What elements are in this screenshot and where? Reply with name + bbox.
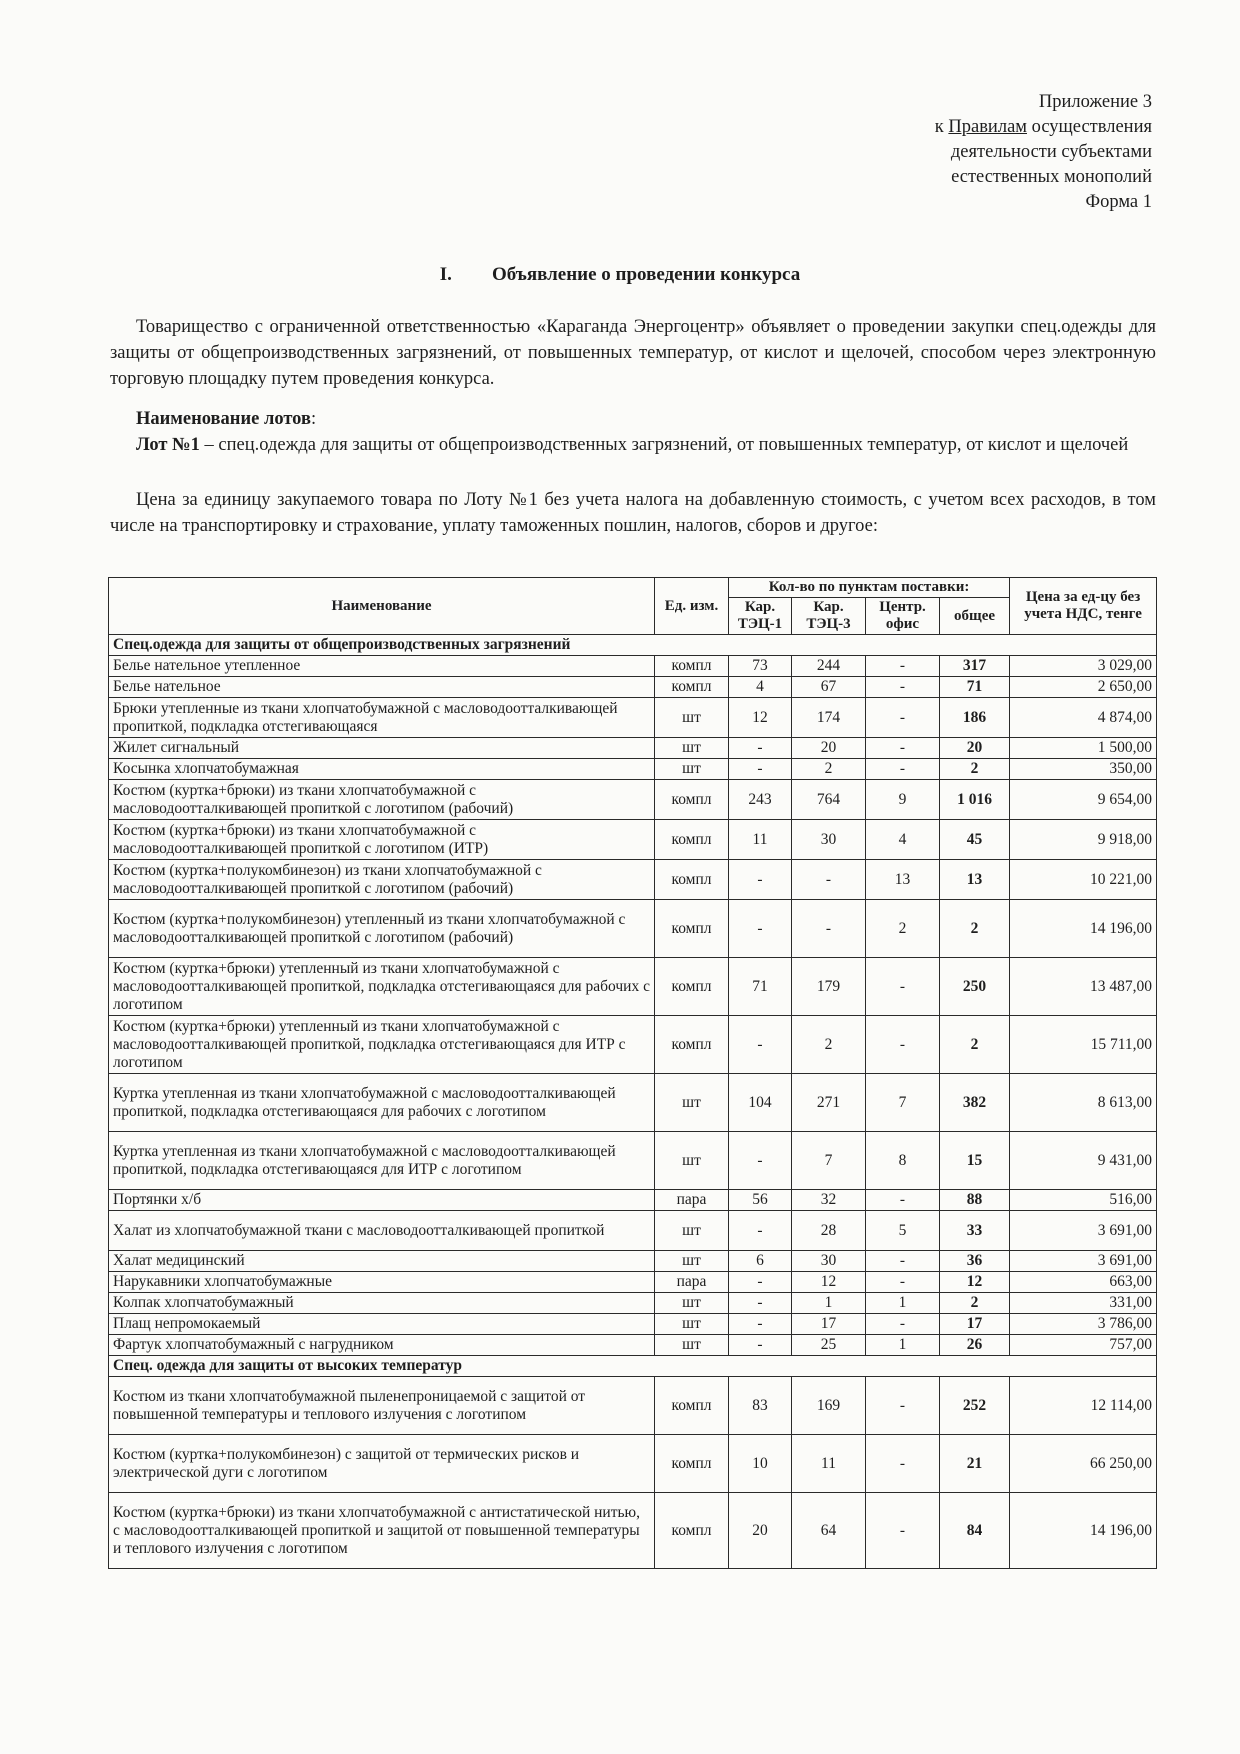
cell-total: 33	[940, 1211, 1010, 1251]
cell-price: 14 196,00	[1010, 1493, 1157, 1569]
table-row	[109, 1211, 1157, 1251]
cell-tec1: 10	[729, 1435, 792, 1493]
cell-name: Куртка утепленная из ткани хлопчатобумажной с масловодоотталкивающей пропиткой, подкладка отстегивающаяся для ИТР с логотипом	[109, 1132, 655, 1190]
cell-name: Костюм (куртка+брюки) из ткани хлопчатобумажной с масловодоотталкивающей пропиткой с логотипом (рабочий)	[109, 780, 655, 820]
cell-name: Костюм (куртка+полукомбинезон) из ткани хлопчатобумажной с масловодоотталкивающей пропиткой с логотипом (рабочий)	[109, 860, 655, 900]
cell-total: 2	[940, 1293, 1010, 1314]
cell-unit: шт	[655, 1211, 729, 1251]
cell-tec1: -	[729, 759, 792, 780]
cell-tec1: -	[729, 1335, 792, 1356]
cell-total: 17	[940, 1314, 1010, 1335]
cell-total: 26	[940, 1335, 1010, 1356]
header-total: общее	[940, 598, 1010, 635]
cell-tec3: 244	[792, 656, 866, 677]
cell-price: 331,00	[1010, 1293, 1157, 1314]
cell-name: Халат медицинский	[109, 1251, 655, 1272]
cell-price: 4 874,00	[1010, 698, 1157, 738]
cell-tec1: -	[729, 1272, 792, 1293]
appendix-line-4: естественных монополий	[951, 167, 1152, 187]
cell-name: Жилет сигнальный	[109, 738, 655, 759]
items-table-body	[109, 635, 1157, 1569]
cell-tec3: 2	[792, 759, 866, 780]
appendix-line-1: Приложение 3	[1038, 92, 1152, 112]
cell-name: Нарукавники хлопчатобумажные	[109, 1272, 655, 1293]
cell-name: Костюм (куртка+брюки) из ткани хлопчатобумажной с антистатической нитью, с масловодоотталкивающей пропиткой и защитой от повышенной температуры и теплового излучения с логотипом	[109, 1493, 655, 1569]
appendix-line-3: деятельности субъектами	[950, 142, 1152, 162]
cell-tec3: 174	[792, 698, 866, 738]
cell-unit: компл	[655, 820, 729, 860]
cell-name: Плащ непромокаемый	[109, 1314, 655, 1335]
lots-label-line	[110, 406, 1156, 432]
cell-tec3: 30	[792, 820, 866, 860]
cell-unit: шт	[655, 1335, 729, 1356]
lot1-text: – спец.одежда для защиты от общепроизводственных загрязнений, от повышенных температур, от кислот и щелочей	[199, 435, 1129, 455]
cell-tec3: 67	[792, 677, 866, 698]
cell-name: Костюм (куртка+полукомбинезон) утепленный из ткани хлопчатобумажной с масловодоотталкивающей пропиткой с логотипом (рабочий)	[109, 900, 655, 958]
cell-total: 12	[940, 1272, 1010, 1293]
cell-tec1: -	[729, 1211, 792, 1251]
cell-tec1: -	[729, 1293, 792, 1314]
cell-office: -	[866, 698, 940, 738]
cell-price: 3 029,00	[1010, 656, 1157, 677]
cell-price: 3 691,00	[1010, 1251, 1157, 1272]
cell-office: 9	[866, 780, 940, 820]
appendix-line-2-prefix: к	[934, 117, 949, 137]
table-row	[109, 1016, 1157, 1074]
cell-name: Портянки х/б	[109, 1190, 655, 1211]
cell-price: 13 487,00	[1010, 958, 1157, 1016]
cell-office: -	[866, 1377, 940, 1435]
cell-office: -	[866, 738, 940, 759]
cell-total: 2	[940, 1016, 1010, 1074]
cell-total: 20	[940, 738, 1010, 759]
cell-price: 663,00	[1010, 1272, 1157, 1293]
table-row	[109, 1377, 1157, 1435]
cell-office: -	[866, 1190, 940, 1211]
table-row	[109, 759, 1157, 780]
table-row	[109, 698, 1157, 738]
cell-tec1: 12	[729, 698, 792, 738]
cell-tec3: 64	[792, 1493, 866, 1569]
cell-office: -	[866, 1016, 940, 1074]
cell-tec3: -	[792, 860, 866, 900]
cell-total: 186	[940, 698, 1010, 738]
table-row	[109, 1272, 1157, 1293]
cell-tec3: -	[792, 900, 866, 958]
cell-unit: компл	[655, 780, 729, 820]
lots-colon: :	[310, 409, 317, 429]
cell-price: 350,00	[1010, 759, 1157, 780]
table-row	[109, 958, 1157, 1016]
cell-office: 5	[866, 1211, 940, 1251]
cell-unit: шт	[655, 1251, 729, 1272]
cell-total: 45	[940, 820, 1010, 860]
cell-unit: шт	[655, 698, 729, 738]
cell-price: 9 654,00	[1010, 780, 1157, 820]
table-row	[109, 1190, 1157, 1211]
cell-tec1: 83	[729, 1377, 792, 1435]
cell-unit: компл	[655, 958, 729, 1016]
cell-total: 1 016	[940, 780, 1010, 820]
cell-tec1: -	[729, 738, 792, 759]
cell-office: 4	[866, 820, 940, 860]
table-row	[109, 1435, 1157, 1493]
cell-price: 9 431,00	[1010, 1132, 1157, 1190]
cell-office: -	[866, 958, 940, 1016]
table-row	[109, 1132, 1157, 1190]
cell-office: -	[866, 1272, 940, 1293]
cell-name: Белье нательное утепленное	[109, 656, 655, 677]
cell-unit: шт	[655, 1314, 729, 1335]
cell-unit: компл	[655, 1493, 729, 1569]
section-title-cell: Спец. одежда для защиты от высоких температур	[109, 1356, 1157, 1377]
cell-name: Фартук хлопчатобумажный с нагрудником	[109, 1335, 655, 1356]
section-row	[109, 635, 1157, 656]
cell-tec1: -	[729, 1016, 792, 1074]
table-row	[109, 900, 1157, 958]
cell-tec3: 271	[792, 1074, 866, 1132]
cell-unit: шт	[655, 759, 729, 780]
cell-unit: компл	[655, 860, 729, 900]
cell-tec1: 4	[729, 677, 792, 698]
cell-total: 382	[940, 1074, 1010, 1132]
cell-office: -	[866, 656, 940, 677]
table-row	[109, 1335, 1157, 1356]
intro-paragraph: Товарищество с ограниченной ответственностью «Караганда Энергоцентр» объявляет о проведении закупки спец.одежды для защиты от общепроизводственных загрязнений, от повышенных температур, от кислот и щелочей, способом через электронную торговую площадку путем проведения конкурса.	[110, 317, 1156, 389]
cell-price: 8 613,00	[1010, 1074, 1157, 1132]
cell-tec1: 20	[729, 1493, 792, 1569]
cell-price: 14 196,00	[1010, 900, 1157, 958]
cell-name: Костюм (куртка+брюки) утепленный из ткани хлопчатобумажной с масловодоотталкивающей пропиткой, подкладка отстегивающаяся для ИТР с логотипом	[109, 1016, 655, 1074]
section-title-cell: Спец.одежда для защиты от общепроизводственных загрязнений	[109, 635, 1157, 656]
cell-total: 36	[940, 1251, 1010, 1272]
cell-office: -	[866, 1314, 940, 1335]
table-row	[109, 820, 1157, 860]
cell-name: Костюм (куртка+брюки) из ткани хлопчатобумажной с масловодоотталкивающей пропиткой с логотипом (ИТР)	[109, 820, 655, 860]
cell-total: 2	[940, 759, 1010, 780]
cell-name: Халат из хлопчатобумажной ткани с масловодоотталкивающей пропиткой	[109, 1211, 655, 1251]
cell-unit: шт	[655, 1132, 729, 1190]
cell-price: 9 918,00	[1010, 820, 1157, 860]
cell-price: 10 221,00	[1010, 860, 1157, 900]
header-office: Центр. офис	[866, 598, 940, 635]
cell-name: Белье нательное	[109, 677, 655, 698]
cell-tec1: 56	[729, 1190, 792, 1211]
lots-label: Наименование лотов	[136, 409, 311, 429]
cell-total: 2	[940, 900, 1010, 958]
section-title: Объявление о проведении конкурса	[491, 264, 801, 285]
cell-total: 88	[940, 1190, 1010, 1211]
cell-total: 13	[940, 860, 1010, 900]
cell-tec1: 11	[729, 820, 792, 860]
cell-tec1: -	[729, 860, 792, 900]
table-row	[109, 1293, 1157, 1314]
appendix-form-number: Форма 1	[1085, 192, 1152, 212]
cell-office: 8	[866, 1132, 940, 1190]
cell-unit: компл	[655, 900, 729, 958]
cell-name: Костюм из ткани хлопчатобумажной пыленепроницаемой с защитой от повышенной температуры и теплового излучения с логотипом	[109, 1377, 655, 1435]
cell-unit: шт	[655, 1293, 729, 1314]
cell-unit: шт	[655, 738, 729, 759]
cell-tec3: 28	[792, 1211, 866, 1251]
cell-tec3: 17	[792, 1314, 866, 1335]
cell-price: 15 711,00	[1010, 1016, 1157, 1074]
cell-price: 516,00	[1010, 1190, 1157, 1211]
cell-name: Костюм (куртка+брюки) утепленный из ткани хлопчатобумажной с масловодоотталкивающей пропиткой, подкладка отстегивающаяся для рабочих с логотипом	[109, 958, 655, 1016]
items-table	[108, 577, 1157, 1569]
table-row	[109, 738, 1157, 759]
cell-tec1: 243	[729, 780, 792, 820]
appendix-line-2-suffix: осуществления	[1026, 117, 1152, 137]
cell-price: 757,00	[1010, 1335, 1157, 1356]
table-row	[109, 677, 1157, 698]
cell-office: 2	[866, 900, 940, 958]
cell-tec3: 764	[792, 780, 866, 820]
cell-name: Колпак хлопчатобумажный	[109, 1293, 655, 1314]
table-row	[109, 656, 1157, 677]
header-tec1: Кар. ТЭЦ-1	[729, 598, 792, 635]
cell-unit: пара	[655, 1190, 729, 1211]
cell-tec3: 20	[792, 738, 866, 759]
cell-tec1: 104	[729, 1074, 792, 1132]
cell-office: -	[866, 759, 940, 780]
cell-name: Куртка утепленная из ткани хлопчатобумажной с масловодоотталкивающей пропиткой, подкладка отстегивающаяся для рабочих с логотипом	[109, 1074, 655, 1132]
cell-tec3: 2	[792, 1016, 866, 1074]
cell-total: 317	[940, 656, 1010, 677]
cell-total: 252	[940, 1377, 1010, 1435]
header-name: Наименование	[109, 578, 655, 635]
cell-office: -	[866, 677, 940, 698]
cell-tec3: 7	[792, 1132, 866, 1190]
price-paragraph: Цена за единицу закупаемого товара по Лоту №1 без учета налога на добавленную стоимость, с учетом всех расходов, в том числе на транспортировку и страхование, уплату таможенных пошлин, налогов, сборов и другое:	[110, 490, 1156, 536]
cell-price: 1 500,00	[1010, 738, 1157, 759]
cell-office: 1	[866, 1293, 940, 1314]
cell-tec3: 179	[792, 958, 866, 1016]
header-unit: Ед. изм.	[655, 578, 729, 635]
cell-price: 3 786,00	[1010, 1314, 1157, 1335]
cell-tec1: -	[729, 1314, 792, 1335]
cell-unit: компл	[655, 1377, 729, 1435]
cell-tec1: 6	[729, 1251, 792, 1272]
rules-link-text: Правилам	[948, 117, 1027, 137]
cell-unit: шт	[655, 1074, 729, 1132]
section-heading	[0, 264, 1240, 286]
lot1-label: Лот №1	[136, 435, 200, 455]
cell-tec3: 25	[792, 1335, 866, 1356]
cell-total: 21	[940, 1435, 1010, 1493]
cell-tec3: 1	[792, 1293, 866, 1314]
cell-unit: компл	[655, 1016, 729, 1074]
cell-price: 2 650,00	[1010, 677, 1157, 698]
cell-office: -	[866, 1435, 940, 1493]
cell-office: 7	[866, 1074, 940, 1132]
appendix-block	[935, 90, 1152, 215]
cell-unit: пара	[655, 1272, 729, 1293]
appendix-line-2	[935, 115, 1152, 140]
lot1-paragraph	[110, 432, 1156, 458]
table-row	[109, 780, 1157, 820]
header-tec3: Кар. ТЭЦ-3	[792, 598, 866, 635]
cell-unit: компл	[655, 677, 729, 698]
cell-unit: компл	[655, 656, 729, 677]
table-row	[109, 1493, 1157, 1569]
cell-office: -	[866, 1493, 940, 1569]
cell-tec1: 71	[729, 958, 792, 1016]
cell-tec3: 32	[792, 1190, 866, 1211]
cell-name: Костюм (куртка+полукомбинезон) с защитой от термических рисков и электрической дуги с логотипом	[109, 1435, 655, 1493]
header-qty-group: Кол-во по пунктам поставки:	[729, 578, 1010, 598]
cell-price: 66 250,00	[1010, 1435, 1157, 1493]
cell-tec1: 73	[729, 656, 792, 677]
cell-tec3: 169	[792, 1377, 866, 1435]
section-number: I.	[439, 264, 452, 285]
cell-price: 3 691,00	[1010, 1211, 1157, 1251]
cell-total: 84	[940, 1493, 1010, 1569]
cell-name: Косынка хлопчатобумажная	[109, 759, 655, 780]
cell-office: 1	[866, 1335, 940, 1356]
cell-price: 12 114,00	[1010, 1377, 1157, 1435]
table-row	[109, 1251, 1157, 1272]
cell-unit: компл	[655, 1435, 729, 1493]
cell-tec3: 12	[792, 1272, 866, 1293]
cell-total: 71	[940, 677, 1010, 698]
cell-total: 15	[940, 1132, 1010, 1190]
cell-tec1: -	[729, 900, 792, 958]
table-row	[109, 860, 1157, 900]
cell-tec1: -	[729, 1132, 792, 1190]
cell-tec3: 11	[792, 1435, 866, 1493]
cell-name: Брюки утепленные из ткани хлопчатобумажной с масловодоотталкивающей пропиткой, подкладка отстегивающаяся	[109, 698, 655, 738]
table-row	[109, 1074, 1157, 1132]
cell-office: -	[866, 1251, 940, 1272]
section-row	[109, 1356, 1157, 1377]
cell-tec3: 30	[792, 1251, 866, 1272]
cell-office: 13	[866, 860, 940, 900]
header-price: Цена за ед-цу без учета НДС, тенге	[1010, 578, 1157, 635]
table-row	[109, 1314, 1157, 1335]
cell-total: 250	[940, 958, 1010, 1016]
